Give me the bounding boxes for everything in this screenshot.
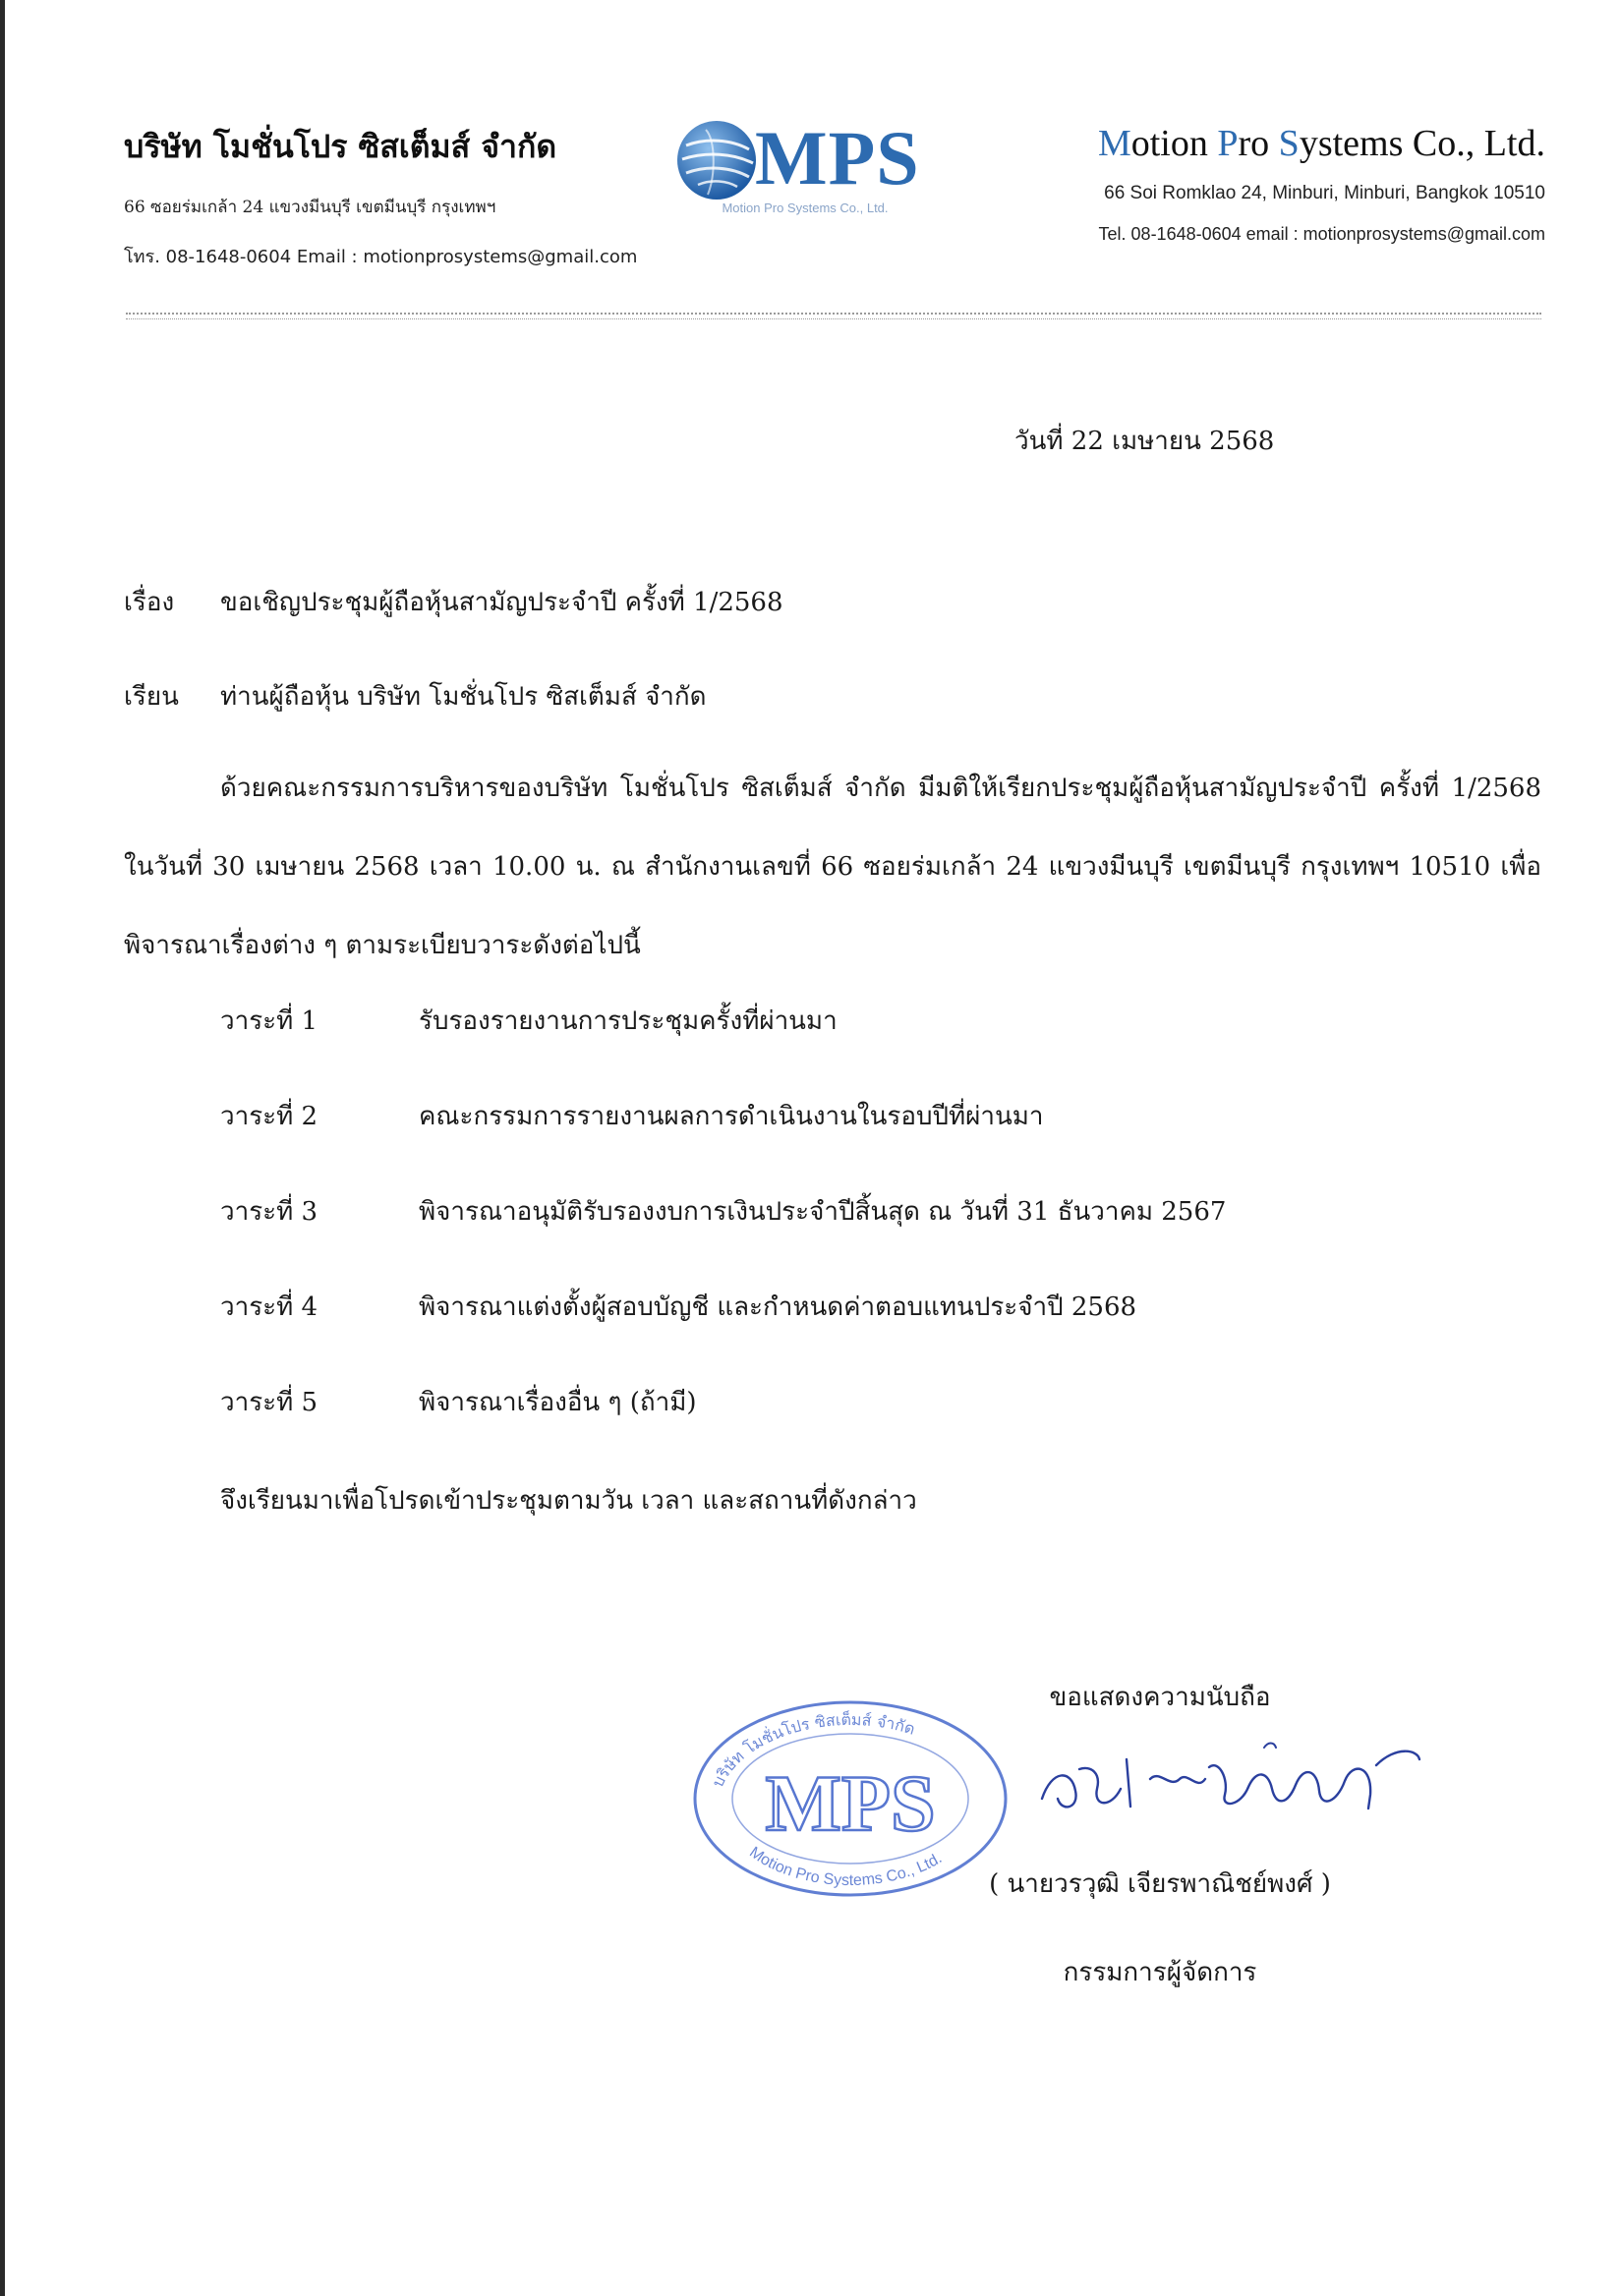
signer-name: ( นายวรวุฒิ เจียรพาณิชย์พงศ์ ) — [989, 1869, 1331, 1899]
contact-english: Tel. 08-1648-0604 email : motionprosystems@gmail.com — [1098, 224, 1545, 244]
recipient-text: ท่านผู้ถือหุ้น บริษัท โมชั่นโปร ซิสเต็มส์ จำกัด — [220, 682, 707, 712]
recipient-label: เรียน — [124, 682, 179, 712]
regards-line: ขอแสดงความนับถือ — [1049, 1683, 1271, 1712]
agenda-text: พิจารณาอนุมัติรับรองงบการเงินประจำปีสิ้นสุด ณ วันที่ 31 ธันวาคม 2567 — [419, 1197, 1227, 1227]
subject-text: ขอเชิญประชุมผู้ถือหุ้นสามัญประจำปี ครั้งที่ 1/2568 — [220, 588, 783, 617]
header-divider-2 — [126, 318, 1541, 319]
agenda-text: พิจารณาเรื่องอื่น ๆ (ถ้ามี) — [419, 1388, 697, 1417]
word-ystems: ystems Co., Ltd. — [1299, 123, 1545, 164]
agenda-number: วาระที่ 2 — [220, 1102, 318, 1131]
cap-p: P — [1217, 123, 1239, 164]
company-name-english — [936, 122, 1545, 165]
logo-wordmark: MPS — [755, 115, 920, 201]
header-divider — [126, 313, 1541, 315]
agenda-number: วาระที่ 3 — [220, 1197, 318, 1227]
contact-thai: โทร. 08-1648-0604 Email : motionprosystems@gmail.com — [124, 247, 638, 267]
address-thai: 66 ซอยร่มเกล้า 24 แขวงมีนบุรี เขตมีนบุรี กรุงเทพฯ — [124, 198, 496, 217]
body-paragraph — [124, 749, 1541, 985]
agenda-number: วาระที่ 5 — [220, 1388, 318, 1417]
company-name-thai: บริษัท โมชั่นโปร ซิสเต็มส์ จำกัด — [124, 128, 557, 165]
agenda-number: วาระที่ 4 — [220, 1292, 318, 1322]
signature — [1032, 1730, 1425, 1838]
stamp-ring-top: บริษัท โมชั่นโปร ซิสเต็มส์ จำกัด — [708, 1709, 918, 1791]
closing-line: จึงเรียนมาเพื่อโปรดเข้าประชุมตามวัน เวลา และสถานที่ดังกล่าว — [220, 1486, 917, 1516]
agenda-number: วาระที่ 1 — [220, 1006, 318, 1036]
logo-subtitle: Motion Pro Systems Co., Ltd. — [722, 201, 889, 215]
stamp-center-text: MPS — [765, 1758, 936, 1848]
agenda-text: พิจารณาแต่งตั้งผู้สอบบัญชี และกำหนดค่าตอบแทนประจำปี 2568 — [419, 1292, 1137, 1322]
agenda-text: รับรองรายงานการประชุมครั้งที่ผ่านมา — [419, 1006, 838, 1036]
cap-m: M — [1097, 123, 1131, 164]
globe-icon — [672, 116, 761, 204]
signer-title: กรรมการผู้จัดการ — [1063, 1958, 1257, 1987]
header-thai — [124, 122, 638, 270]
stamp-ring-bottom: Motion Pro Systems Co., Ltd. — [746, 1844, 946, 1890]
body-text: ด้วยคณะกรรมการบริหารของบริษัท โมชั่นโปร ซิสเต็มส์ จำกัด มีมติให้เรียกประชุมผู้ถือหุ้นสามัญประจำปี ครั้งที่ 1/2568 ในวันที่ 30 เมษายน 2568 เวลา 10.00 น. ณ สำนักงานเลขที่ 66 ซอยร่มเกล้า 24 แขวงมีนบุรี เขตมีนบุรี กรุงเทพฯ 10510 เพื่อพิจารณาเรื่องต่าง ๆ ตามระเบียบวาระดังต่อไปนี้ — [124, 774, 1541, 960]
header-english — [936, 122, 1545, 245]
word-otion: otion — [1130, 123, 1218, 164]
company-logo — [668, 110, 934, 220]
address-english: 66 Soi Romklao 24, Minburi, Minburi, Bangkok 10510 — [1104, 183, 1545, 203]
letter-date: วันที่ 22 เมษายน 2568 — [1014, 427, 1275, 456]
subject-label: เรื่อง — [124, 588, 175, 617]
scan-edge — [0, 0, 5, 2296]
cap-s: S — [1278, 123, 1300, 164]
agenda-text: คณะกรรมการรายงานผลการดำเนินงานในรอบปีที่ผ่านมา — [419, 1102, 1044, 1131]
word-ro: ro — [1238, 123, 1279, 164]
